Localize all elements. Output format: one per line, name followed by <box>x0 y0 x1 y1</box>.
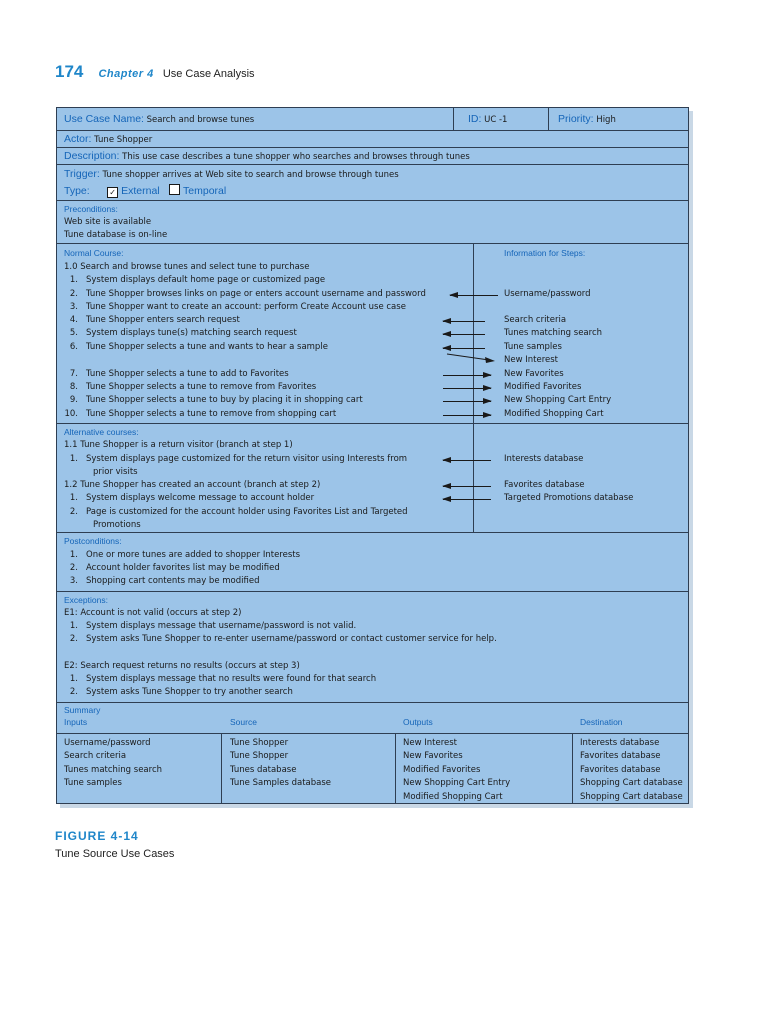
arrow-diagonal-icon <box>445 352 497 364</box>
info-item: Username/password <box>504 289 591 299</box>
normal-step: 6. Tune Shopper selects a tune and wants to hear a sample <box>69 342 328 352</box>
exception-step: 1. System displays message that username/password is not valid. <box>69 621 357 631</box>
alternative-courses-row <box>57 423 688 533</box>
normal-step: 7. Tune Shopper selects a tune to add to Favorites <box>69 369 289 379</box>
summary-table-body <box>57 733 688 804</box>
summary-destination: Interests database <box>580 738 660 748</box>
exceptions-label: Exceptions: <box>64 595 108 605</box>
normal-course-label: Normal Course: <box>64 248 124 258</box>
external-checkbox[interactable]: ✓ <box>107 187 118 198</box>
use-case-name: Search and browse tunes <box>146 115 255 125</box>
info-item: New Interest <box>504 355 558 365</box>
trigger-value: Tune shopper arrives at Web site to search and browse through tunes <box>102 170 399 180</box>
arrow-right-icon <box>443 388 491 389</box>
arrow-left-icon <box>450 295 498 296</box>
normal-step: 1. System displays default home page or customized page <box>69 275 326 285</box>
info-item: Targeted Promotions database <box>504 493 634 503</box>
summary-output: Modified Favorites <box>403 765 481 775</box>
info-item: Tunes matching search <box>504 328 602 338</box>
summary-input: Tunes matching search <box>64 765 162 775</box>
normal-step: 3. Tune Shopper want to create an account: perform Create Account use case <box>69 302 406 312</box>
info-item: Interests database <box>504 454 584 464</box>
description-value: This use case describes a tune shopper who searches and browses through tunes <box>122 152 470 162</box>
summary-source: Tune Shopper <box>230 738 289 748</box>
type-label: Type: <box>64 185 90 197</box>
precondition-item: Tune database is on-line <box>64 230 168 240</box>
arrow-left-icon <box>443 334 485 335</box>
use-case-form <box>56 107 689 804</box>
normal-step: 9. Tune Shopper selects a tune to buy by placing it in shopping cart <box>69 395 363 405</box>
actor-value: Tune Shopper <box>94 135 153 145</box>
postcondition-item: 3. Shopping cart contents may be modified <box>69 576 260 586</box>
priority-value: High <box>596 115 616 125</box>
normal-step: 5. System displays tune(s) matching search request <box>69 328 297 338</box>
alt-heading: 1.2 Tune Shopper has created an account (branch at step 2) <box>64 480 321 490</box>
chapter-title: Use Case Analysis <box>162 68 255 80</box>
normal-step: 8. Tune Shopper selects a tune to remove from Favorites <box>69 382 317 392</box>
description-label: Description: <box>64 150 120 162</box>
normal-course-row <box>57 243 688 424</box>
summary-output: New Interest <box>403 738 457 748</box>
info-steps-label: Information for Steps: <box>504 248 586 258</box>
arrow-right-icon <box>443 375 491 376</box>
summary-input: Search criteria <box>64 751 127 761</box>
info-item: Modified Favorites <box>504 382 582 392</box>
postconditions-label: Postconditions: <box>64 536 122 546</box>
use-case-name-row <box>57 108 688 131</box>
arrow-right-icon <box>443 401 491 402</box>
normal-step: 2. Tune Shopper browses links on page or enters account username and password <box>69 289 426 299</box>
actor-row <box>57 130 688 148</box>
exception-heading: E1: Account is not valid (occurs at step 2) <box>64 608 242 618</box>
trigger-label: Trigger: <box>64 168 100 180</box>
temporal-label: Temporal <box>183 185 227 197</box>
summary-output: New Shopping Cart Entry <box>403 778 511 788</box>
info-item: New Favorites <box>504 369 564 379</box>
trigger-row <box>57 164 688 201</box>
summary-header-source: Source <box>230 717 257 727</box>
external-label: External <box>121 185 160 197</box>
arrow-left-icon <box>443 348 485 349</box>
postcondition-item: 2. Account holder favorites list may be modified <box>69 563 280 573</box>
summary-output: Modified Shopping Cart <box>403 792 503 802</box>
summary-label: Summary <box>64 705 101 715</box>
preconditions-label: Preconditions: <box>64 204 118 214</box>
summary-source: Tunes database <box>230 765 297 775</box>
info-item: Tune samples <box>504 342 562 352</box>
arrow-left-icon <box>443 499 491 500</box>
summary-destination: Shopping Cart database <box>580 792 683 802</box>
figure-label: FIGURE 4-14 <box>55 829 139 843</box>
actor-label: Actor: <box>64 133 92 145</box>
priority-label: Priority: <box>558 113 594 125</box>
temporal-checkbox[interactable] <box>169 184 180 195</box>
alt-step-cont: Promotions <box>93 520 141 530</box>
summary-output: New Favorites <box>403 751 463 761</box>
chapter-label: Chapter 4 <box>98 68 154 80</box>
summary-source: Tune Shopper <box>230 751 289 761</box>
use-case-name-label: Use Case Name: <box>64 113 144 125</box>
figure-caption: Tune Source Use Cases <box>55 848 175 860</box>
summary-header-inputs: Inputs <box>64 717 88 727</box>
alt-step: 1. System displays page customized for the return visitor using Interests from <box>69 454 408 464</box>
alt-step: 1. System displays welcome message to account holder <box>69 493 315 503</box>
arrow-left-icon <box>443 460 491 461</box>
preconditions-row <box>57 200 688 244</box>
summary-header-outputs: Outputs <box>403 717 433 727</box>
summary-row <box>57 702 688 804</box>
page-header <box>55 62 255 86</box>
exceptions-row <box>57 591 688 703</box>
arrow-left-icon <box>443 486 491 487</box>
summary-destination: Favorites database <box>580 765 661 775</box>
alt-step: 2. Page is customized for the account holder using Favorites List and Targeted <box>69 507 408 517</box>
info-item: Favorites database <box>504 480 585 490</box>
description-row <box>57 147 688 165</box>
exception-step: 1. System displays message that no results were found for that search <box>69 674 377 684</box>
alternative-courses-label: Alternative courses: <box>64 427 139 437</box>
summary-destination: Shopping Cart database <box>580 778 683 788</box>
precondition-item: Web site is available <box>64 217 152 227</box>
use-case-id: UC -1 <box>484 115 508 125</box>
id-label: ID: <box>468 113 482 125</box>
info-item: New Shopping Cart Entry <box>504 395 612 405</box>
summary-source: Tune Samples database <box>230 778 332 788</box>
exception-step: 2. System asks Tune Shopper to re-enter username/password or contact customer service for help. <box>69 634 497 644</box>
alt-heading: 1.1 Tune Shopper is a return visitor (branch at step 1) <box>64 440 293 450</box>
arrow-right-icon <box>443 415 491 416</box>
summary-input: Tune samples <box>64 778 122 788</box>
arrow-left-icon <box>443 321 485 322</box>
normal-step: 10. Tune Shopper selects a tune to remove from shopping cart <box>64 409 337 419</box>
normal-course-heading: 1.0 Search and browse tunes and select tune to purchase <box>64 262 310 272</box>
summary-header-destination: Destination <box>580 717 623 727</box>
summary-input: Username/password <box>64 738 151 748</box>
info-item: Modified Shopping Cart <box>504 409 604 419</box>
page-number: 174 <box>55 62 84 81</box>
summary-destination: Favorites database <box>580 751 661 761</box>
exception-step: 2. System asks Tune Shopper to try another search <box>69 687 293 697</box>
alt-step-cont: prior visits <box>93 467 138 477</box>
postconditions-row <box>57 532 688 592</box>
normal-step: 4. Tune Shopper enters search request <box>69 315 240 325</box>
postcondition-item: 1. One or more tunes are added to shopper Interests <box>69 550 301 560</box>
exception-heading: E2: Search request returns no results (occurs at step 3) <box>64 661 300 671</box>
info-item: Search criteria <box>504 315 567 325</box>
